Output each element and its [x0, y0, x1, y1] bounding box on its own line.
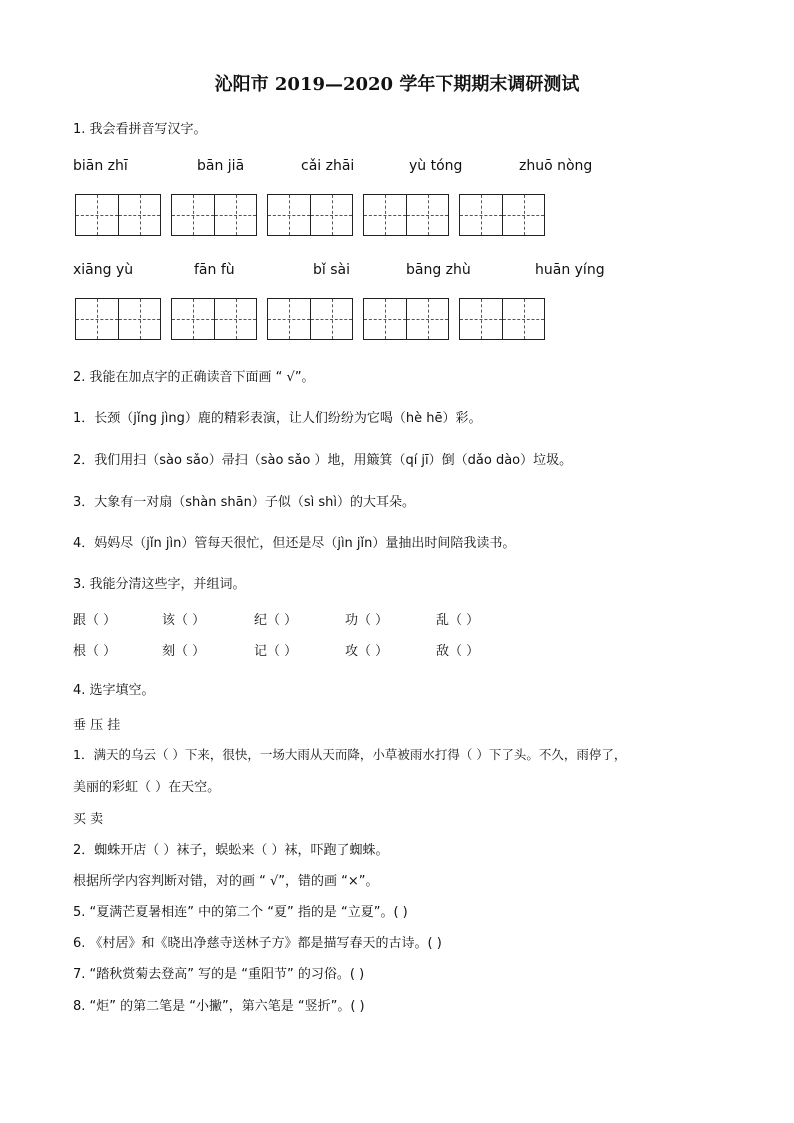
grid-cell[interactable] [214, 195, 256, 235]
grid-cell[interactable] [118, 299, 160, 339]
grid-cell[interactable] [460, 299, 502, 339]
pinyin-label: yù tóng [409, 158, 463, 174]
q2-item: 1．长颈（jǐng jìng）鹿的精彩表演，让人们纷纷为它喝（hè hē）彩。 [73, 411, 482, 426]
q3-heading: 3. 我能分清这些字，并组词。 [73, 577, 246, 592]
pinyin-label: cǎi zhāi [301, 158, 355, 174]
grid-cell[interactable] [502, 299, 544, 339]
writing-grid[interactable] [267, 194, 353, 236]
pinyin-label: bǐ sài [313, 262, 350, 278]
grid-cell[interactable] [310, 299, 352, 339]
q2-heading: 2. 我能在加点字的正确读音下面画 “ √”。 [73, 370, 315, 385]
grid-cell[interactable] [460, 195, 502, 235]
writing-grid[interactable] [363, 298, 449, 340]
word-choices: 买 卖 [73, 812, 104, 827]
grid-cell[interactable] [214, 299, 256, 339]
word-blank[interactable]: 敌（ ） [436, 644, 480, 659]
writing-grid[interactable] [171, 298, 257, 340]
q2-item: 4．妈妈尽（jǐn jìn）管每天很忙，但还是尽（jìn jǐn）量抽出时间陪我读书。 [73, 536, 516, 551]
judge-item: 6. 《村居》和《晓出净慈寺送林子方》都是描写春天的古诗。( ) [73, 936, 442, 951]
q4-item: 1．满天的乌云（ ）下来，很快，一场大雨从天而降，小草被雨水打得（ ）下了头。不久，雨停了， [73, 747, 627, 762]
pinyin-label: biān zhī [73, 158, 128, 174]
word-blank[interactable]: 该（ ） [162, 613, 206, 628]
grid-cell[interactable] [268, 299, 310, 339]
writing-grid[interactable] [459, 194, 545, 236]
grid-cell[interactable] [406, 195, 448, 235]
word-blank[interactable]: 攻（ ） [345, 644, 389, 659]
q4-heading: 4. 选字填空。 [73, 683, 155, 698]
word-blank[interactable]: 纪（ ） [254, 613, 298, 628]
word-blank[interactable]: 根（ ） [73, 644, 117, 659]
page-title: 沁阳市 2019—2020 学年下期期末调研测试 [214, 74, 580, 95]
q2-item: 3．大象有一对扇（shàn shān）子似（sì shì）的大耳朵。 [73, 495, 415, 510]
writing-grid[interactable] [363, 194, 449, 236]
judge-heading: 根据所学内容判断对错，对的画 “ √”，错的画 “×”。 [73, 874, 379, 889]
word-blank[interactable]: 刻（ ） [162, 644, 206, 659]
q2-item: 2．我们用扫（sào sǎo）帚扫（sào sǎo ）地，用簸箕（qí jī）倒（dǎo dào）垃圾。 [73, 453, 573, 468]
writing-grid[interactable] [171, 194, 257, 236]
grid-cell[interactable] [76, 299, 118, 339]
pinyin-label: xiāng yù [73, 262, 134, 278]
writing-grid[interactable] [75, 194, 161, 236]
q1-heading: 1. 我会看拼音写汉字。 [73, 122, 207, 137]
grid-cell[interactable] [364, 299, 406, 339]
pinyin-label: bāng zhù [406, 262, 471, 278]
word-blank[interactable]: 乱（ ） [436, 613, 480, 628]
word-blank[interactable]: 记（ ） [254, 644, 298, 659]
grid-cell[interactable] [118, 195, 160, 235]
grid-cell[interactable] [310, 195, 352, 235]
grid-cell[interactable] [502, 195, 544, 235]
grid-cell[interactable] [172, 299, 214, 339]
writing-grid[interactable] [75, 298, 161, 340]
pinyin-label: bān jiā [197, 158, 245, 174]
grid-cell[interactable] [406, 299, 448, 339]
pinyin-label: zhuō nòng [519, 158, 593, 174]
word-blank[interactable]: 功（ ） [345, 613, 389, 628]
word-blank[interactable]: 跟（ ） [73, 613, 117, 628]
q4-item-cont: 美丽的彩虹（ ）在天空。 [73, 780, 221, 795]
pinyin-label: fān fù [194, 262, 235, 278]
judge-item: 8. “炬” 的第二笔是 “小撇”，第六笔是 “竖折”。( ) [73, 999, 365, 1014]
pinyin-label: huān yíng [535, 262, 605, 278]
grid-cell[interactable] [364, 195, 406, 235]
q4-item: 2．蜘蛛开店（ ）袜子，蜈蚣来（ ）袜，吓跑了蜘蛛。 [73, 843, 389, 858]
writing-grid[interactable] [267, 298, 353, 340]
judge-item: 5. “夏满芒夏暑相连” 中的第二个 “夏” 指的是 “立夏”。( ) [73, 905, 408, 920]
judge-item: 7. “踏秋赏菊去登高” 写的是 “重阳节” 的习俗。( ) [73, 967, 365, 982]
grid-cell[interactable] [268, 195, 310, 235]
grid-cell[interactable] [172, 195, 214, 235]
writing-grid[interactable] [459, 298, 545, 340]
grid-cell[interactable] [76, 195, 118, 235]
word-choices: 垂 压 挂 [73, 718, 121, 733]
